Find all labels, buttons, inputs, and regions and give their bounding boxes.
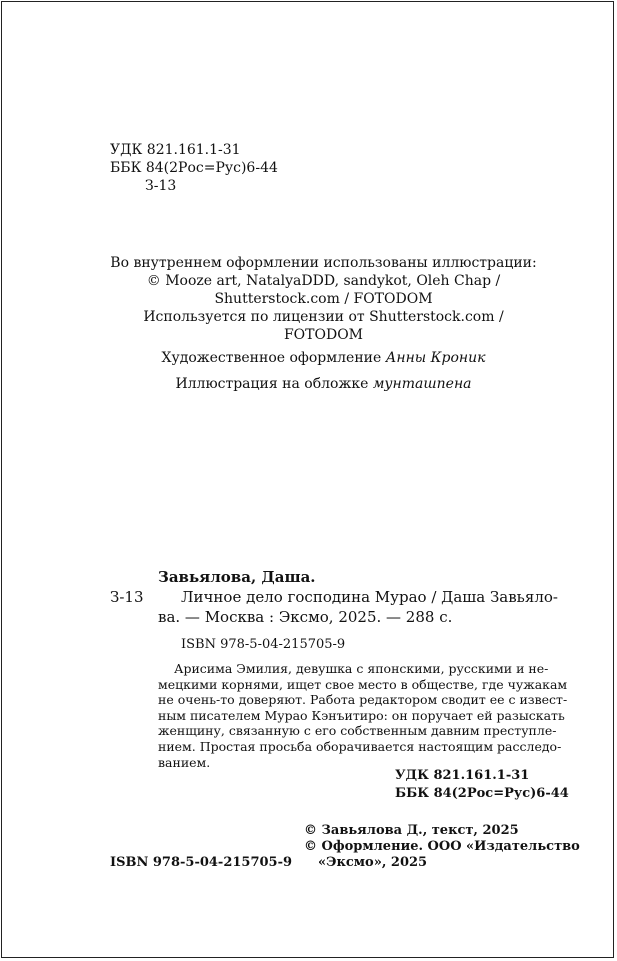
author-mark: З-13	[110, 588, 144, 606]
illustrations-credit-line: Во внутреннем оформлении использованы иллюстрации:	[110, 255, 537, 271]
annotation-line: ванием.	[158, 754, 211, 770]
cover-credit	[100, 375, 547, 393]
udk-code-top: УДК 821.161.1-31	[110, 142, 241, 158]
design-credit-prefix: Художественное оформление	[161, 350, 386, 366]
illustrations-credit-line: © Mooze art, NatalyaDDD, sandykot, Oleh Chap /	[146, 273, 501, 289]
illustrations-credit-line: Используется по лицензии от Shutterstock.com /	[143, 309, 504, 325]
annotation-line: мецкими корнями, ищет свое место в обществе, где чужакам	[158, 676, 568, 692]
cover-credit-prefix: Иллюстрация на обложке	[175, 376, 373, 392]
page-border	[1, 1, 614, 958]
design-credit	[100, 349, 547, 367]
author-heading: Завьялова, Даша.	[158, 568, 316, 586]
title-line: Личное дело господина Мурао / Даша Завьяло-	[181, 588, 558, 606]
illustrations-credit-line: Shutterstock.com / FOTODOM	[214, 291, 433, 307]
illustrations-credit-line: FOTODOM	[283, 327, 364, 343]
annotation-line: ным писателем Мурао Кэнъитиро: он поручает ей разыскать	[158, 707, 565, 723]
bbk-code-top: ББК 84(2Рос=Рус)6-44	[110, 160, 278, 176]
copyright-design: © Оформление. ООО «Издательство	[304, 839, 580, 854]
copyright-design-cont: «Эксмо», 2025	[318, 855, 428, 870]
isbn-record: ISBN 978-5-04-215705-9	[181, 637, 346, 652]
annotation-line: нием. Простая просьба оборачивается настоящим расследо-	[158, 738, 562, 754]
copyright-text: © Завьялова Д., текст, 2025	[304, 823, 519, 838]
cover-credit-name: мунташпена	[372, 376, 472, 392]
illustrations-credit	[100, 254, 547, 344]
title-line: ва. — Москва : Эксмо, 2025. — 288 с.	[158, 608, 453, 626]
design-credit-name: Анны Кроник	[385, 350, 486, 366]
annotation	[158, 661, 568, 770]
bbk-code-bottom: ББК 84(2Рос=Рус)6-44	[395, 786, 569, 801]
author-mark-top: З-13	[145, 178, 177, 194]
annotation-line: не очень-то доверяют. Работа редактором сводит ее с извест-	[158, 692, 568, 708]
isbn-bottom: ISBN 978-5-04-215705-9	[110, 855, 293, 870]
annotation-line: Арисима Эмилия, девушка с японскими, русскими и не-	[174, 661, 549, 676]
udk-code-bottom: УДК 821.161.1-31	[395, 768, 530, 783]
annotation-line: женщину, связанную с его собственным давним преступле-	[158, 723, 557, 739]
